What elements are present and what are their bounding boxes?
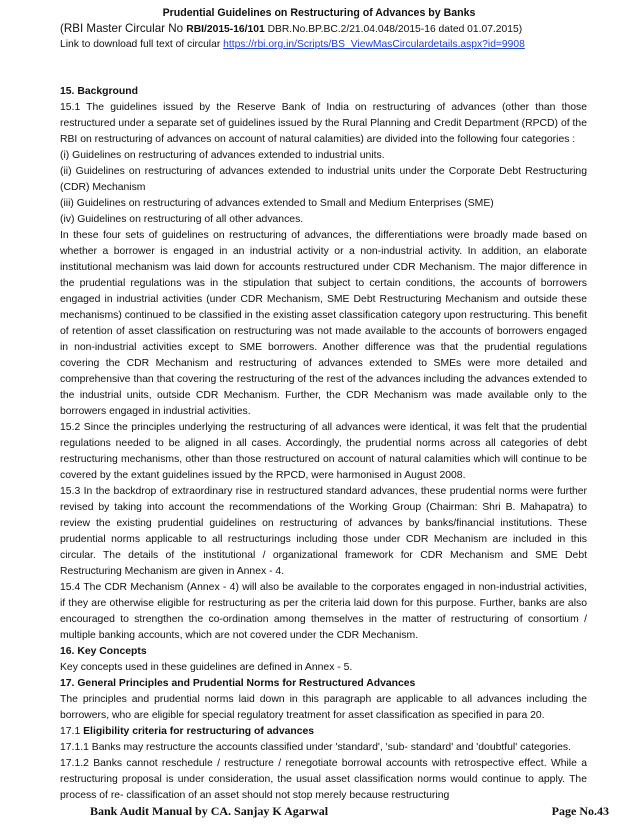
heading-key-concepts: 16. Key Concepts — [60, 646, 147, 657]
para-15-4: 15.4 The CDR Mechanism (Annex - 4) will also be available to the corporates engaged in non-industrial activities, if they are otherwise eligible for restructuring as per the criteria laid down for this purpose. Further, banks are also encouraged to strengthen the co-ordination among themselves in the matter of restructuring of consortium / multiple banking accounts, which are not covered under the CDR Mechanism. — [60, 582, 587, 641]
list-item-iii: (iii) Guidelines on restructuring of advances extended to Small and Medium Enterprises (SME) — [60, 198, 494, 209]
circular-suffix: DBR.No.BP.BC.2/21.04.048/2015-16 dated 01.07.2015) — [264, 24, 523, 35]
para-17: The principles and prudential norms laid down in this paragraph are applicable to all advances including the borrowers, who are eligible for special regulatory treatment for asset classification as specified in para 20. — [60, 694, 587, 721]
para-15-2: 15.2 Since the principles underlying the restructuring of all advances were identical, it was felt that the prudential regulations needed to be aligned in all cases. Accordingly, the prudential norms across all categories of debt restructuring mechanisms, other than those restructured on account of natural calamities which will continue to be covered by the extant guidelines issued by the RPCD, were harmonised in August 2008. — [60, 422, 587, 481]
page-footer — [0, 804, 638, 820]
para-16: Key concepts used in these guidelines are defined in Annex - 5. — [60, 662, 353, 673]
list-item-ii: (ii) Guidelines on restructuring of advances extended to industrial units under the Corporate Debt Restructuring (CDR) Mechanism — [60, 166, 587, 193]
para-17-1-title: Eligibility criteria for restructuring of advances — [83, 726, 315, 737]
para-17-1-number: 17.1 — [60, 726, 84, 737]
document-body — [60, 84, 587, 804]
para-15-3: 15.3 In the backdrop of extraordinary rise in restructured standard advances, these prudential norms were further revised by taking into account the recommendations of the Working Group (Chairman: Shri B. Mahapatra) to review the existing prudential guidelines on restructuring of advances by banks/financial institutions. These prudential norms applicable to all restructurings including those under CDR Mechanism are included in this circular. The details of the institutional / organizational framework for CDR Mechanism and SME Debt Restructuring Mechanism are given in Annex - 4. — [60, 486, 587, 577]
para-17-1-2: 17.1.2 Banks cannot reschedule / restructure / renegotiate borrowal accounts with retrospective effect. While a restructuring proposal is under consideration, the usual asset classification norms would continue to apply. The process of re- classification of an asset should not stop merely because restructuring — [60, 758, 587, 801]
para-15-1-continued: In these four sets of guidelines on restructuring of advances, the differentiations were broadly made based on whether a borrower is engaged in an industrial activity or a non-industrial activity. In addition, an elaborate institutional mechanism was laid down for accounts restructured under CDR Mechanism. The major difference in the prudential regulations was in the stipulation that subject to certain conditions, the accounts of borrowers engaged in industrial activities (under CDR Mechanism, SME Debt Restructuring Mechanism and outside these mechanisms) continued to be classified in the existing asset classification category upon restructuring. This benefit of retention of asset classification on restructuring was not made available to the accounts of borrowers engaged in non-industrial activities except to SME borrowers. Another difference was that the prudential regulations covering the CDR Mechanism and restructuring of advances extended to SMEs were more detailed and comprehensive than that covering the restructuring of the rest of the advances including the advances extended to the industrial units, outside CDR Mechanism. Further, the CDR Mechanism was made available only to the borrowers engaged in industrial activities. — [60, 230, 587, 417]
para-17-1-1: 17.1.1 Banks may restructure the accounts classified under 'standard', 'sub- standard' and 'doubtful' categories. — [60, 742, 571, 753]
link-label: Link to download full text of circular — [60, 39, 224, 50]
para-15-1: 15.1 The guidelines issued by the Reserve Bank of India on restructuring of advances (other than those restructured under a separate set of guidelines issued by the Rural Planning and Credit Department (RPCD) of the RBI on restructuring of advances on account of natural calamities) are divided into the following four categories : — [60, 102, 587, 145]
list-item-iv: (iv) Guidelines on restructuring of all other advances. — [60, 214, 304, 225]
para-17-1 — [60, 724, 587, 740]
footer-manual-title: Bank Audit Manual by CA. Sanjay K Agarwal — [90, 804, 329, 818]
heading-general-principles: 17. General Principles and Prudential Norms for Restructured Advances — [60, 678, 416, 689]
download-link-line — [60, 39, 525, 50]
heading-background: 15. Background — [60, 86, 138, 97]
page-title: Prudential Guidelines on Restructuring of Advances by Banks — [162, 7, 476, 19]
circular-number: RBI/2015-16/101 — [186, 24, 265, 35]
list-item-i: (i) Guidelines on restructuring of advances extended to industrial units. — [60, 150, 385, 161]
circular-link[interactable]: https://rbi.org.in/Scripts/BS_ViewMasCirculardetails.aspx?id=9908 — [223, 39, 525, 50]
circular-prefix: (RBI Master Circular No — [60, 22, 187, 35]
footer-page-number: Page No.43 — [551, 804, 609, 818]
circular-reference — [60, 22, 522, 35]
